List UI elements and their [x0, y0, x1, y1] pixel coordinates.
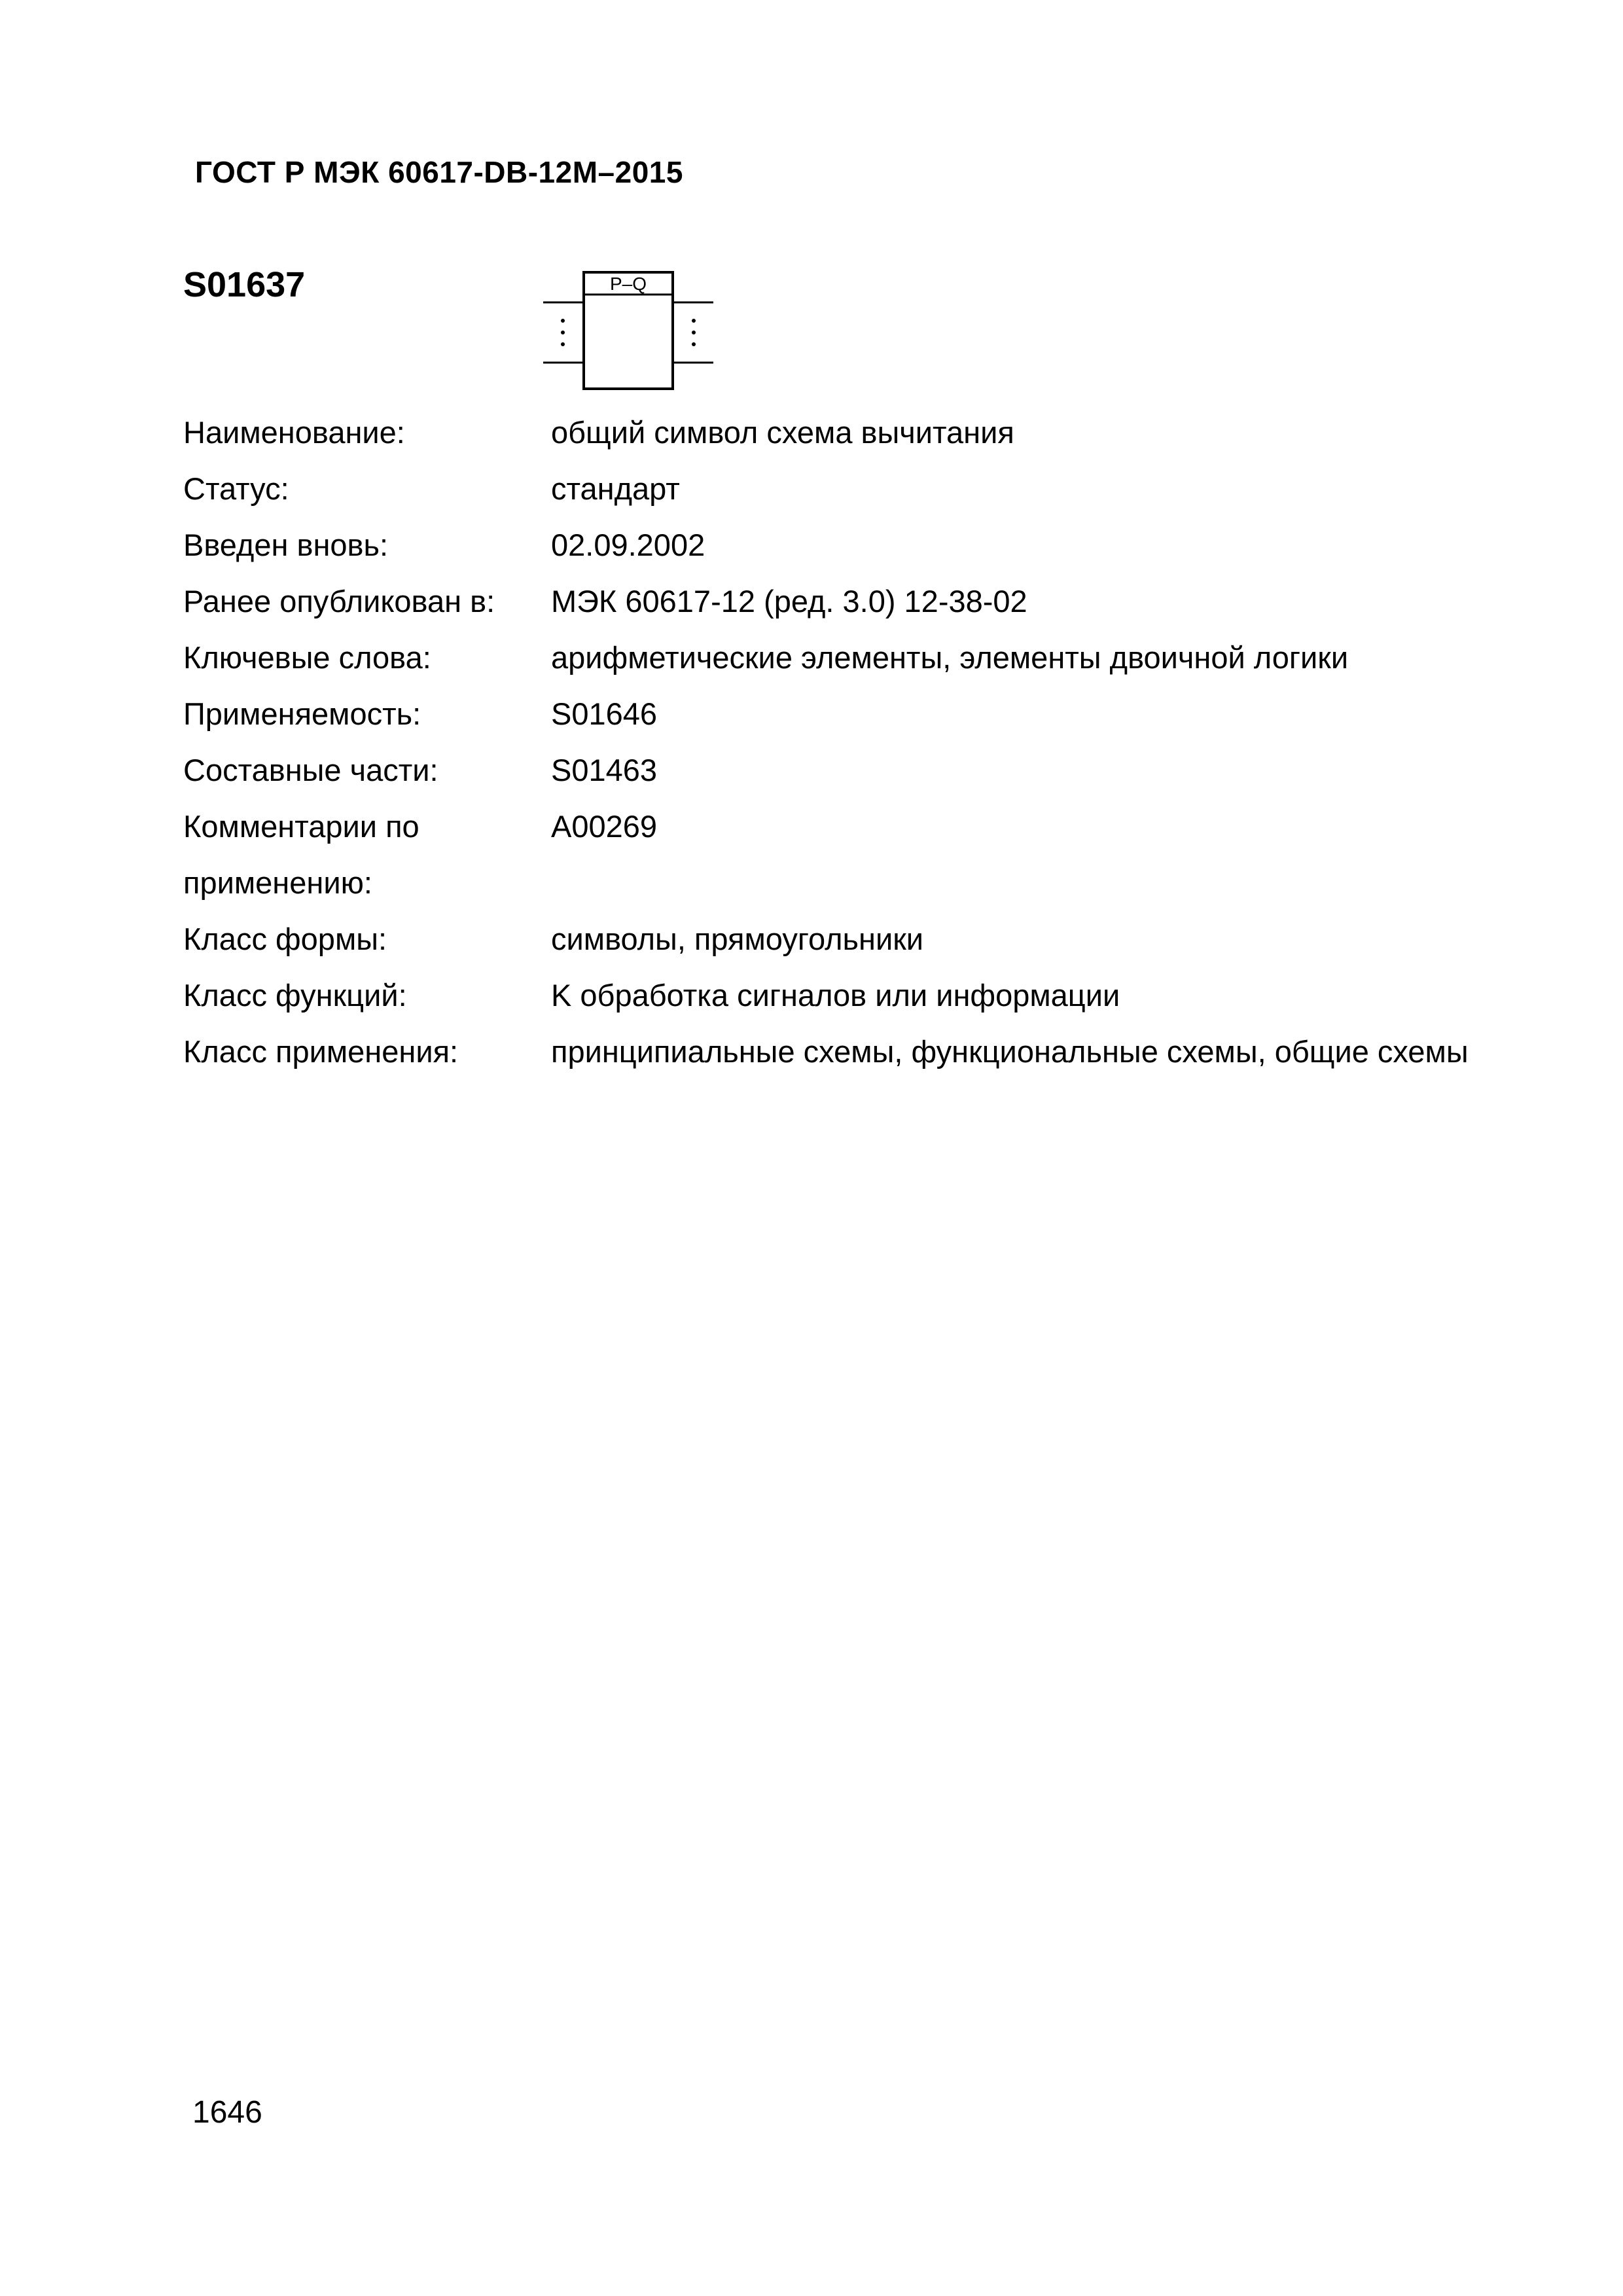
symbol-properties	[183, 404, 1558, 1080]
field-value: общий символ схема вычитания	[551, 415, 1014, 450]
input-ellipsis-dot	[561, 342, 565, 346]
field-row-application-class	[183, 1024, 1558, 1080]
field-label: Наименование:	[183, 415, 405, 450]
output-ellipsis-dot	[692, 331, 696, 334]
field-row-shape-class	[183, 911, 1558, 967]
input-ellipsis-dot	[561, 331, 565, 334]
field-label: Ключевые слова:	[183, 640, 431, 675]
document-header: ГОСТ Р МЭК 60617-DB-12M–2015	[195, 155, 683, 189]
field-value: символы, прямоугольники	[551, 922, 924, 956]
field-value: принципиальные схемы, функциональные схемы, общие схемы	[551, 1034, 1469, 1069]
field-row-previously-published	[183, 573, 1558, 630]
field-value: S01646	[551, 696, 658, 731]
field-row-applicability	[183, 686, 1558, 742]
field-label: Ранее опубликован в:	[183, 584, 495, 619]
field-label: Класс формы:	[183, 922, 387, 956]
field-label: Введен вновь:	[183, 528, 389, 562]
field-label: Применяемость:	[183, 696, 421, 731]
symbol-code: S01637	[183, 265, 306, 304]
symbol-qualifier-label: P–Q	[609, 274, 647, 294]
field-value: МЭК 60617-12 (ред. 3.0) 12-38-02	[551, 584, 1027, 619]
field-label: Класс применения:	[183, 1034, 459, 1069]
field-label: Составные части:	[183, 753, 438, 787]
field-value: 02.09.2002	[551, 528, 705, 562]
field-row-components	[183, 742, 1558, 798]
field-row-status	[183, 461, 1558, 517]
field-label: Класс функций:	[183, 978, 407, 1013]
field-row-introduced	[183, 517, 1558, 573]
field-row-function-class	[183, 967, 1558, 1024]
field-value: стандарт	[551, 471, 680, 506]
output-ellipsis-dot	[692, 342, 696, 346]
field-value: S01463	[551, 753, 658, 787]
field-value: K обработка сигналов или информации	[551, 978, 1120, 1013]
subtraction-symbol-graphic	[537, 263, 726, 394]
field-label: применению:	[183, 865, 372, 900]
input-ellipsis-dot	[561, 319, 565, 323]
page-number: 1646	[192, 2095, 262, 2130]
field-row-name	[183, 404, 1558, 461]
field-value: A00269	[551, 809, 658, 844]
field-row-application-notes-continued	[183, 855, 1558, 911]
field-row-application-notes	[183, 798, 1558, 855]
field-label: Статус:	[183, 471, 289, 506]
field-label: Комментарии по	[183, 809, 419, 844]
field-value: арифметические элементы, элементы двоичной логики	[551, 640, 1349, 675]
output-ellipsis-dot	[692, 319, 696, 323]
field-row-keywords	[183, 630, 1558, 686]
field-value	[551, 855, 1558, 911]
